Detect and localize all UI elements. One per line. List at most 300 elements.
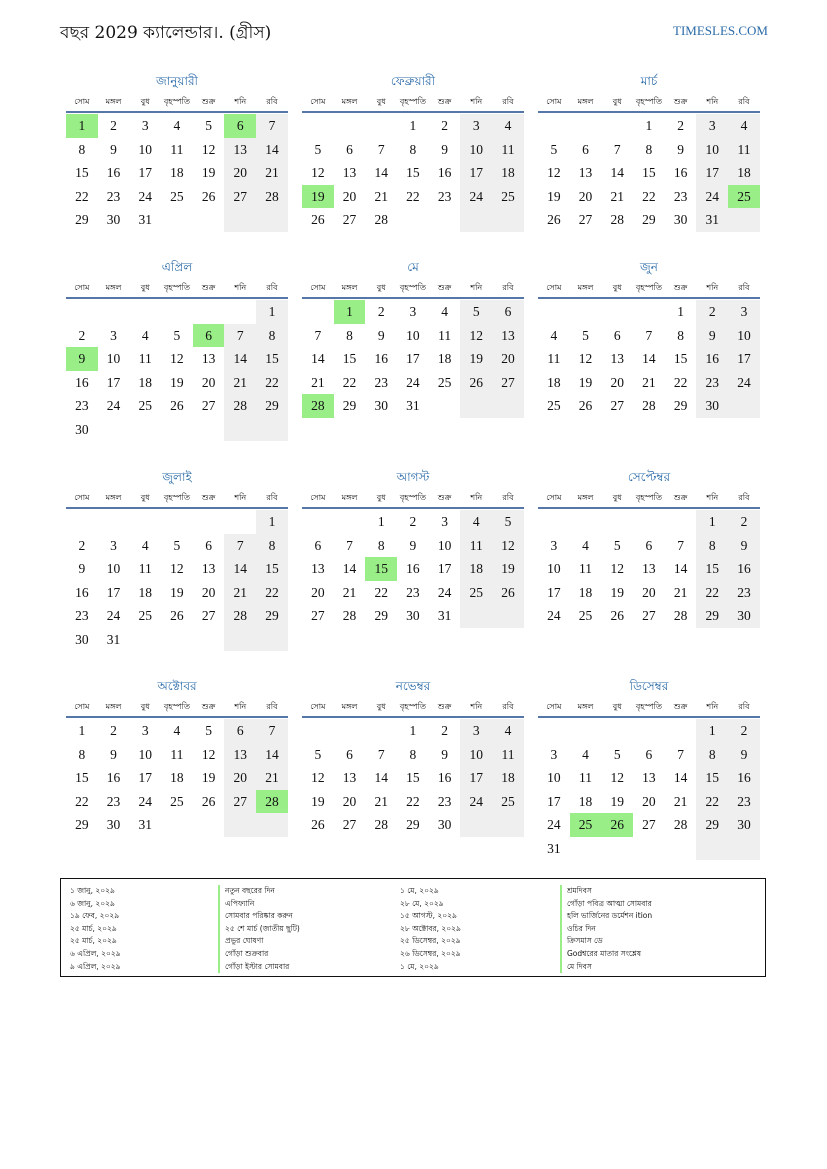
day-cell[interactable]: 13 [492, 324, 524, 348]
day-cell[interactable]: 9 [377, 327, 385, 343]
day-cell[interactable]: 6 [224, 114, 256, 138]
day-cell[interactable]: 7 [677, 746, 684, 762]
day-cell[interactable]: 5 [613, 537, 621, 553]
day-cell[interactable]: 12 [201, 746, 216, 762]
day-cell[interactable]: 31 [138, 212, 152, 227]
day-cell[interactable]: 4 [141, 537, 149, 553]
day-cell[interactable]: 23 [374, 374, 388, 390]
day-cell[interactable]: 15 [406, 770, 420, 785]
day-cell[interactable]: 18 [460, 557, 492, 581]
day-cell[interactable]: 20 [224, 766, 256, 790]
day-cell[interactable]: 21 [311, 374, 325, 390]
day-cell[interactable]: 15 [696, 766, 728, 790]
day-cell[interactable]: 10 [406, 327, 420, 343]
day-cell[interactable]: 26 [460, 371, 492, 395]
day-cell[interactable]: 16 [728, 557, 760, 581]
day-cell[interactable]: 31 [406, 398, 420, 413]
day-cell[interactable]: 22 [342, 374, 357, 390]
day-cell[interactable]: 18 [578, 584, 593, 600]
day-cell[interactable]: 13 [642, 770, 656, 785]
day-cell[interactable]: 29 [696, 813, 728, 837]
day-cell[interactable]: 17 [437, 561, 452, 576]
day-cell[interactable]: 5 [613, 746, 621, 762]
day-cell[interactable]: 23 [106, 793, 121, 809]
day-cell[interactable]: 12 [547, 165, 561, 180]
day-cell[interactable]: 17 [547, 793, 561, 809]
day-cell[interactable]: 6 [205, 537, 212, 553]
day-cell[interactable]: 25 [138, 608, 152, 623]
day-cell[interactable]: 16 [728, 766, 760, 790]
day-cell[interactable]: 19 [201, 165, 216, 180]
day-cell[interactable]: 12 [578, 351, 593, 366]
day-cell[interactable]: 1 [256, 300, 288, 324]
day-cell[interactable]: 19 [610, 793, 624, 809]
day-cell[interactable]: 5 [492, 510, 524, 534]
day-cell[interactable]: 12 [311, 770, 325, 785]
day-cell[interactable]: 6 [613, 327, 621, 343]
day-cell[interactable]: 14 [673, 561, 688, 576]
day-cell[interactable]: 15 [406, 165, 420, 180]
day-cell[interactable]: 7 [613, 141, 621, 157]
day-cell[interactable]: 2 [441, 723, 448, 738]
day-cell[interactable]: 15 [75, 770, 89, 785]
day-cell[interactable]: 8 [346, 327, 353, 343]
day-cell[interactable]: 11 [728, 138, 760, 162]
day-cell[interactable]: 21 [642, 374, 656, 390]
day-cell[interactable]: 3 [550, 537, 558, 553]
day-cell[interactable]: 29 [256, 394, 288, 418]
day-cell[interactable]: 21 [256, 766, 288, 790]
day-cell[interactable]: 31 [106, 631, 121, 647]
day-cell[interactable]: 9 [110, 746, 117, 762]
day-cell[interactable]: 29 [406, 817, 420, 832]
day-cell[interactable]: 17 [106, 374, 121, 390]
day-cell[interactable]: 3 [110, 327, 117, 343]
day-cell[interactable]: 7 [377, 141, 385, 157]
day-cell[interactable]: 12 [201, 141, 216, 157]
day-cell[interactable]: 18 [492, 766, 524, 790]
day-cell[interactable]: 28 [342, 608, 357, 623]
day-cell[interactable]: 3 [110, 537, 117, 553]
day-cell[interactable]: 4 [173, 723, 181, 738]
day-cell[interactable]: 30 [75, 631, 89, 647]
day-cell[interactable]: 13 [224, 138, 256, 162]
day-cell[interactable]: 24 [547, 817, 561, 832]
day-cell[interactable]: 10 [696, 138, 728, 162]
day-cell[interactable]: 3 [728, 300, 760, 324]
day-cell[interactable]: 25 [170, 188, 184, 204]
day-cell[interactable]: 21 [224, 371, 256, 395]
day-cell[interactable]: 15 [642, 165, 656, 180]
day-cell[interactable]: 14 [311, 351, 325, 366]
day-cell[interactable]: 14 [374, 165, 388, 180]
day-cell[interactable]: 21 [256, 161, 288, 185]
day-cell[interactable]: 14 [256, 743, 288, 767]
day-cell[interactable]: 1 [645, 118, 653, 133]
day-cell[interactable]: 27 [610, 398, 624, 413]
day-cell[interactable]: 24 [547, 608, 561, 623]
day-cell[interactable]: 10 [106, 561, 121, 576]
day-cell[interactable]: 28 [374, 817, 388, 832]
day-cell[interactable]: 27 [642, 817, 656, 832]
day-cell[interactable]: 20 [342, 793, 357, 809]
day-cell[interactable]: 11 [170, 746, 184, 762]
day-cell[interactable]: 31 [547, 840, 561, 856]
day-cell[interactable]: 20 [642, 584, 656, 600]
day-cell[interactable]: 18 [547, 374, 561, 390]
day-cell[interactable]: 23 [75, 608, 89, 623]
day-cell[interactable]: 14 [342, 561, 357, 576]
day-cell[interactable]: 17 [106, 584, 121, 600]
day-cell[interactable]: 5 [460, 300, 492, 324]
day-cell[interactable]: 6 [346, 746, 353, 762]
day-cell[interactable]: 19 [460, 347, 492, 371]
day-cell[interactable]: 4 [582, 746, 589, 762]
day-cell[interactable]: 13 [342, 770, 357, 785]
day-cell[interactable]: 18 [728, 161, 760, 185]
day-cell[interactable]: 12 [311, 165, 325, 180]
day-cell[interactable]: 18 [170, 165, 184, 180]
day-cell[interactable]: 19 [201, 770, 216, 785]
day-cell[interactable]: 22 [256, 371, 288, 395]
day-cell[interactable]: 6 [582, 141, 589, 157]
day-cell[interactable]: 2 [110, 723, 117, 738]
day-cell[interactable]: 15 [75, 165, 89, 180]
day-cell[interactable]: 18 [578, 793, 593, 809]
day-cell[interactable]: 30 [106, 817, 121, 832]
day-cell[interactable]: 12 [170, 561, 184, 576]
day-cell[interactable]: 8 [377, 537, 385, 553]
day-cell[interactable]: 22 [75, 793, 89, 809]
day-cell[interactable]: 15 [673, 351, 688, 366]
day-cell[interactable]: 14 [642, 351, 656, 366]
day-cell[interactable]: 12 [610, 561, 624, 576]
day-cell[interactable]: 19 [311, 793, 325, 809]
day-cell[interactable]: 16 [374, 351, 388, 366]
day-cell[interactable]: 24 [138, 188, 152, 204]
day-cell[interactable]: 25 [492, 185, 524, 209]
day-cell[interactable]: 14 [224, 557, 256, 581]
day-cell[interactable]: 29 [342, 398, 357, 413]
day-cell[interactable]: 10 [547, 561, 561, 576]
day-cell[interactable]: 29 [374, 608, 388, 623]
day-cell[interactable]: 25 [570, 813, 602, 837]
day-cell[interactable]: 4 [728, 114, 760, 138]
day-cell[interactable]: 12 [460, 324, 492, 348]
day-cell[interactable]: 9 [66, 347, 98, 371]
day-cell[interactable]: 3 [141, 723, 149, 738]
day-cell[interactable]: 2 [377, 304, 385, 319]
day-cell[interactable]: 26 [601, 813, 633, 837]
day-cell[interactable]: 22 [642, 188, 656, 204]
day-cell[interactable]: 28 [256, 185, 288, 209]
day-cell[interactable]: 24 [406, 374, 420, 390]
day-cell[interactable]: 9 [441, 141, 448, 157]
day-cell[interactable]: 3 [550, 746, 558, 762]
day-cell[interactable]: 25 [460, 581, 492, 605]
day-cell[interactable]: 6 [346, 141, 353, 157]
day-cell[interactable]: 23 [728, 581, 760, 605]
day-cell[interactable]: 22 [673, 374, 688, 390]
day-cell[interactable]: 19 [578, 374, 593, 390]
day-cell[interactable]: 20 [610, 374, 624, 390]
day-cell[interactable]: 20 [492, 347, 524, 371]
day-cell[interactable]: 14 [610, 165, 624, 180]
day-cell[interactable]: 22 [696, 581, 728, 605]
day-cell[interactable]: 7 [346, 537, 353, 553]
day-cell[interactable]: 23 [437, 188, 452, 204]
day-cell[interactable]: 31 [437, 608, 452, 623]
day-cell[interactable]: 26 [170, 398, 184, 413]
day-cell[interactable]: 6 [314, 537, 322, 553]
day-cell[interactable]: 10 [138, 746, 152, 762]
day-cell[interactable]: 30 [106, 212, 121, 227]
day-cell[interactable]: 19 [170, 584, 184, 600]
day-cell[interactable]: 9 [441, 746, 448, 762]
day-cell[interactable]: 13 [578, 165, 593, 180]
day-cell[interactable]: 27 [311, 608, 325, 623]
day-cell[interactable]: 26 [492, 581, 524, 605]
day-cell[interactable]: 19 [492, 557, 524, 581]
day-cell[interactable]: 16 [437, 770, 452, 785]
day-cell[interactable]: 27 [201, 608, 216, 623]
day-cell[interactable]: 12 [610, 770, 624, 785]
day-cell[interactable]: 30 [437, 817, 452, 832]
day-cell[interactable]: 8 [696, 743, 728, 767]
day-cell[interactable]: 8 [645, 141, 653, 157]
day-cell[interactable]: 8 [677, 327, 684, 343]
day-cell[interactable]: 6 [645, 746, 653, 762]
day-cell[interactable]: 10 [460, 743, 492, 767]
site-name[interactable]: TIMESLES.COM [673, 23, 768, 38]
day-cell[interactable]: 20 [578, 188, 593, 204]
day-cell[interactable]: 22 [406, 188, 420, 204]
day-cell[interactable]: 2 [441, 118, 448, 133]
day-cell[interactable]: 5 [550, 141, 558, 157]
day-cell[interactable]: 24 [696, 185, 728, 209]
day-cell[interactable]: 5 [314, 746, 322, 762]
day-cell[interactable]: 28 [224, 604, 256, 628]
day-cell[interactable]: 14 [224, 347, 256, 371]
day-cell[interactable]: 11 [492, 138, 524, 162]
day-cell[interactable]: 4 [492, 114, 524, 138]
day-cell[interactable]: 24 [460, 790, 492, 814]
day-cell[interactable]: 12 [492, 534, 524, 558]
day-cell[interactable]: 20 [201, 584, 216, 600]
day-cell[interactable]: 8 [256, 324, 288, 348]
day-cell[interactable]: 10 [106, 351, 121, 366]
day-cell[interactable]: 14 [256, 138, 288, 162]
day-cell[interactable]: 30 [374, 398, 388, 413]
day-cell[interactable]: 7 [645, 327, 653, 343]
day-cell[interactable]: 13 [201, 561, 216, 576]
day-cell[interactable]: 16 [75, 584, 89, 600]
day-cell[interactable]: 28 [256, 790, 288, 814]
day-cell[interactable]: 16 [75, 374, 89, 390]
day-cell[interactable]: 26 [311, 817, 325, 832]
day-cell[interactable]: 14 [374, 770, 388, 785]
day-cell[interactable]: 28 [673, 817, 688, 832]
day-cell[interactable]: 24 [106, 398, 121, 413]
day-cell[interactable]: 17 [460, 766, 492, 790]
day-cell[interactable]: 20 [311, 584, 325, 600]
day-cell[interactable]: 18 [170, 770, 184, 785]
day-cell[interactable]: 1 [677, 304, 684, 319]
day-cell[interactable]: 9 [728, 534, 760, 558]
day-cell[interactable]: 4 [492, 719, 524, 743]
day-cell[interactable]: 17 [696, 161, 728, 185]
day-cell[interactable]: 25 [170, 793, 184, 809]
day-cell[interactable]: 28 [642, 398, 656, 413]
day-cell[interactable]: 9 [728, 743, 760, 767]
day-cell[interactable]: 21 [224, 581, 256, 605]
day-cell[interactable]: 23 [406, 584, 420, 600]
day-cell[interactable]: 5 [205, 723, 212, 738]
day-cell[interactable]: 7 [224, 534, 256, 558]
day-cell[interactable]: 29 [696, 604, 728, 628]
day-cell[interactable]: 13 [610, 351, 624, 366]
day-cell[interactable]: 11 [138, 561, 152, 576]
day-cell[interactable]: 30 [673, 212, 688, 227]
day-cell[interactable]: 3 [409, 304, 417, 319]
day-cell[interactable]: 12 [170, 351, 184, 366]
day-cell[interactable]: 9 [110, 141, 117, 157]
day-cell[interactable]: 30 [728, 604, 760, 628]
day-cell[interactable]: 13 [224, 743, 256, 767]
day-cell[interactable]: 18 [437, 351, 452, 366]
day-cell[interactable]: 11 [579, 770, 593, 785]
day-cell[interactable]: 15 [256, 557, 288, 581]
day-cell[interactable]: 3 [441, 514, 448, 529]
day-cell[interactable]: 25 [437, 374, 452, 390]
day-cell[interactable]: 25 [492, 790, 524, 814]
day-cell[interactable]: 17 [138, 165, 152, 180]
day-cell[interactable]: 11 [438, 327, 452, 343]
day-cell[interactable]: 8 [409, 141, 417, 157]
day-cell[interactable]: 27 [642, 608, 656, 623]
day-cell[interactable]: 20 [224, 161, 256, 185]
day-cell[interactable]: 18 [138, 584, 152, 600]
day-cell[interactable]: 28 [224, 394, 256, 418]
day-cell[interactable]: 13 [342, 165, 357, 180]
day-cell[interactable]: 10 [460, 138, 492, 162]
day-cell[interactable]: 8 [256, 534, 288, 558]
day-cell[interactable]: 15 [365, 557, 397, 581]
day-cell[interactable]: 8 [409, 746, 417, 762]
day-cell[interactable]: 26 [170, 608, 184, 623]
day-cell[interactable]: 1 [377, 514, 385, 529]
day-cell[interactable]: 5 [173, 537, 181, 553]
day-cell[interactable]: 8 [78, 746, 86, 762]
day-cell[interactable]: 29 [75, 212, 89, 227]
day-cell[interactable]: 1 [409, 118, 417, 133]
day-cell[interactable]: 4 [441, 304, 448, 319]
day-cell[interactable]: 17 [406, 351, 420, 366]
day-cell[interactable]: 11 [547, 351, 561, 366]
day-cell[interactable]: 14 [673, 770, 688, 785]
day-cell[interactable]: 3 [141, 118, 149, 133]
day-cell[interactable]: 24 [106, 608, 121, 623]
day-cell[interactable]: 27 [578, 212, 593, 227]
day-cell[interactable]: 13 [311, 561, 325, 576]
day-cell[interactable]: 11 [492, 743, 524, 767]
day-cell[interactable]: 21 [673, 584, 688, 600]
day-cell[interactable]: 26 [547, 212, 561, 227]
day-cell[interactable]: 2 [728, 719, 760, 743]
day-cell[interactable]: 31 [138, 817, 152, 832]
day-cell[interactable]: 4 [582, 537, 589, 553]
day-cell[interactable]: 23 [696, 371, 728, 395]
day-cell[interactable]: 23 [106, 188, 121, 204]
day-cell[interactable]: 17 [728, 347, 760, 371]
day-cell[interactable]: 23 [728, 790, 760, 814]
day-cell[interactable]: 18 [138, 374, 152, 390]
day-cell[interactable]: 2 [728, 510, 760, 534]
day-cell[interactable]: 21 [673, 793, 688, 809]
day-cell[interactable]: 30 [728, 813, 760, 837]
day-cell[interactable]: 30 [75, 421, 89, 437]
day-cell[interactable]: 26 [201, 188, 216, 204]
day-cell[interactable]: 26 [311, 212, 325, 227]
day-cell[interactable]: 6 [193, 324, 225, 348]
day-cell[interactable]: 20 [642, 793, 656, 809]
day-cell[interactable]: 9 [696, 324, 728, 348]
day-cell[interactable]: 27 [201, 398, 216, 413]
day-cell[interactable]: 2 [78, 537, 86, 553]
day-cell[interactable]: 27 [342, 817, 357, 832]
day-cell[interactable]: 16 [406, 561, 420, 576]
day-cell[interactable]: 4 [173, 118, 181, 133]
day-cell[interactable]: 30 [696, 394, 728, 418]
day-cell[interactable]: 7 [256, 719, 288, 743]
day-cell[interactable]: 10 [437, 537, 452, 553]
day-cell[interactable]: 10 [547, 770, 561, 785]
day-cell[interactable]: 15 [342, 351, 357, 366]
day-cell[interactable]: 17 [138, 770, 152, 785]
day-cell[interactable]: 22 [75, 188, 89, 204]
day-cell[interactable]: 7 [377, 746, 385, 762]
day-cell[interactable]: 29 [75, 817, 89, 832]
day-cell[interactable]: 1 [78, 723, 86, 738]
day-cell[interactable]: 7 [314, 327, 322, 343]
day-cell[interactable]: 16 [106, 770, 121, 785]
day-cell[interactable]: 22 [696, 790, 728, 814]
day-cell[interactable]: 7 [677, 537, 684, 553]
day-cell[interactable]: 28 [673, 608, 688, 623]
day-cell[interactable]: 24 [460, 185, 492, 209]
day-cell[interactable]: 9 [409, 537, 417, 553]
day-cell[interactable]: 5 [582, 327, 589, 343]
day-cell[interactable]: 21 [374, 188, 388, 204]
day-cell[interactable]: 27 [224, 790, 256, 814]
day-cell[interactable]: 22 [256, 581, 288, 605]
day-cell[interactable]: 2 [110, 118, 117, 133]
day-cell[interactable]: 11 [460, 534, 492, 558]
day-cell[interactable]: 1 [696, 510, 728, 534]
day-cell[interactable]: 9 [78, 561, 86, 576]
day-cell[interactable]: 5 [314, 141, 322, 157]
day-cell[interactable]: 6 [645, 537, 653, 553]
day-cell[interactable]: 22 [374, 584, 388, 600]
day-cell[interactable]: 11 [170, 141, 184, 157]
day-cell[interactable]: 6 [224, 719, 256, 743]
day-cell[interactable]: 17 [547, 584, 561, 600]
day-cell[interactable]: 1 [256, 510, 288, 534]
day-cell[interactable]: 29 [256, 604, 288, 628]
day-cell[interactable]: 28 [302, 394, 334, 418]
day-cell[interactable]: 19 [302, 185, 334, 209]
day-cell[interactable]: 23 [673, 188, 688, 204]
